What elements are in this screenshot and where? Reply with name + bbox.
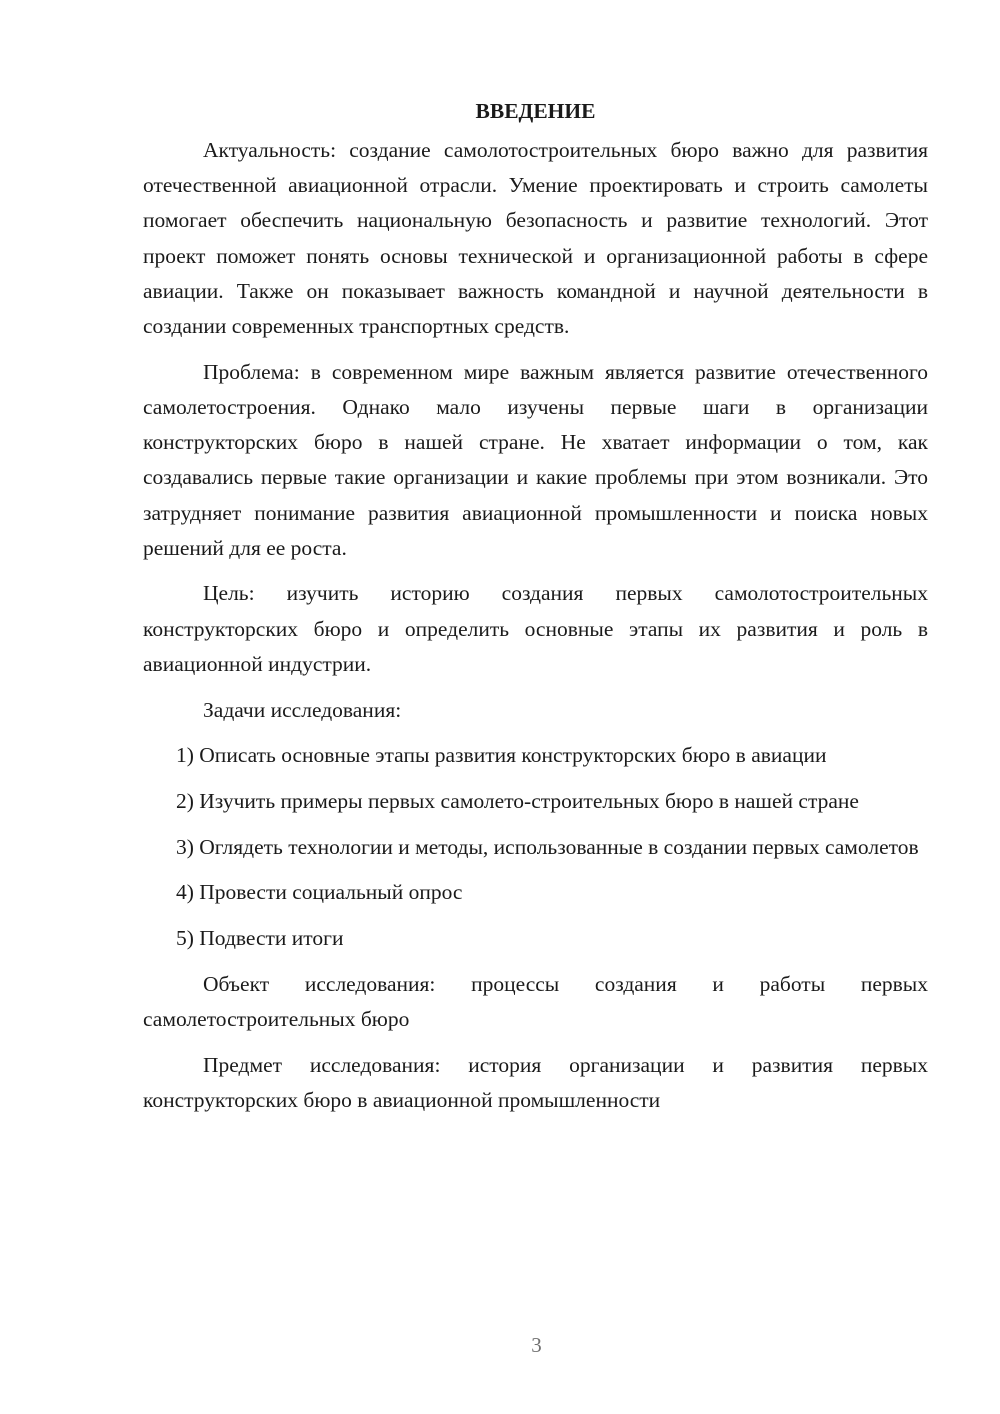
- list-item: 3) Оглядеть технологии и методы, использованные в создании первых самолетов: [176, 834, 919, 859]
- document-page: [143, 94, 928, 1118]
- list-item: 1) Описать основные этапы развития конструкторских бюро в авиации: [176, 743, 827, 768]
- subject-paragraph: Предмет исследования: история организации и развития первых конструкторских бюро в авиационной промышленности: [143, 1052, 928, 1112]
- tasks-heading: Задачи исследования:: [203, 697, 402, 722]
- list-item: 2) Изучить примеры первых самолето-строительных бюро в нашей стране: [176, 788, 859, 813]
- list-item: 5) Подвести итоги: [176, 926, 344, 951]
- problem-paragraph: Проблема: в современном мире важным является развитие отечественного самолетостроения. Однако мало изучены первые шаги в организации конструкторских бюро в нашей стране. Не хватает информации о том, как создавались первые такие организации и какие проблемы при этом возникали. Это затрудняет понимание развития авиационной промышленности и поиска новых решений для ее роста.: [143, 359, 928, 560]
- page-title: ВВЕДЕНИЕ: [475, 99, 596, 123]
- tasks-list: [143, 738, 928, 956]
- object-paragraph: Объект исследования: процессы создания и работы первых самолетостроительных бюро: [143, 971, 928, 1031]
- goal-paragraph: Цель: изучить историю создания первых самолотостроительных конструкторских бюро и определить основные этапы их развития и роль в авиационной индустрии.: [143, 581, 928, 676]
- page-number: 3: [531, 1333, 542, 1357]
- list-item: 4) Провести социальный опрос: [176, 880, 463, 905]
- relevance-paragraph: Актуальность: создание самолотостроительных бюро важно для развития отечественной авиационной отрасли. Умение проектировать и строить самолеты помогает обеспечить национальную безопасность и развитие технологий. Этот проект поможет понять основы технической и организационной работы в сфере авиации. Также он показывает важность командной и научной деятельности в создании современных транспортных средств.: [143, 138, 928, 339]
